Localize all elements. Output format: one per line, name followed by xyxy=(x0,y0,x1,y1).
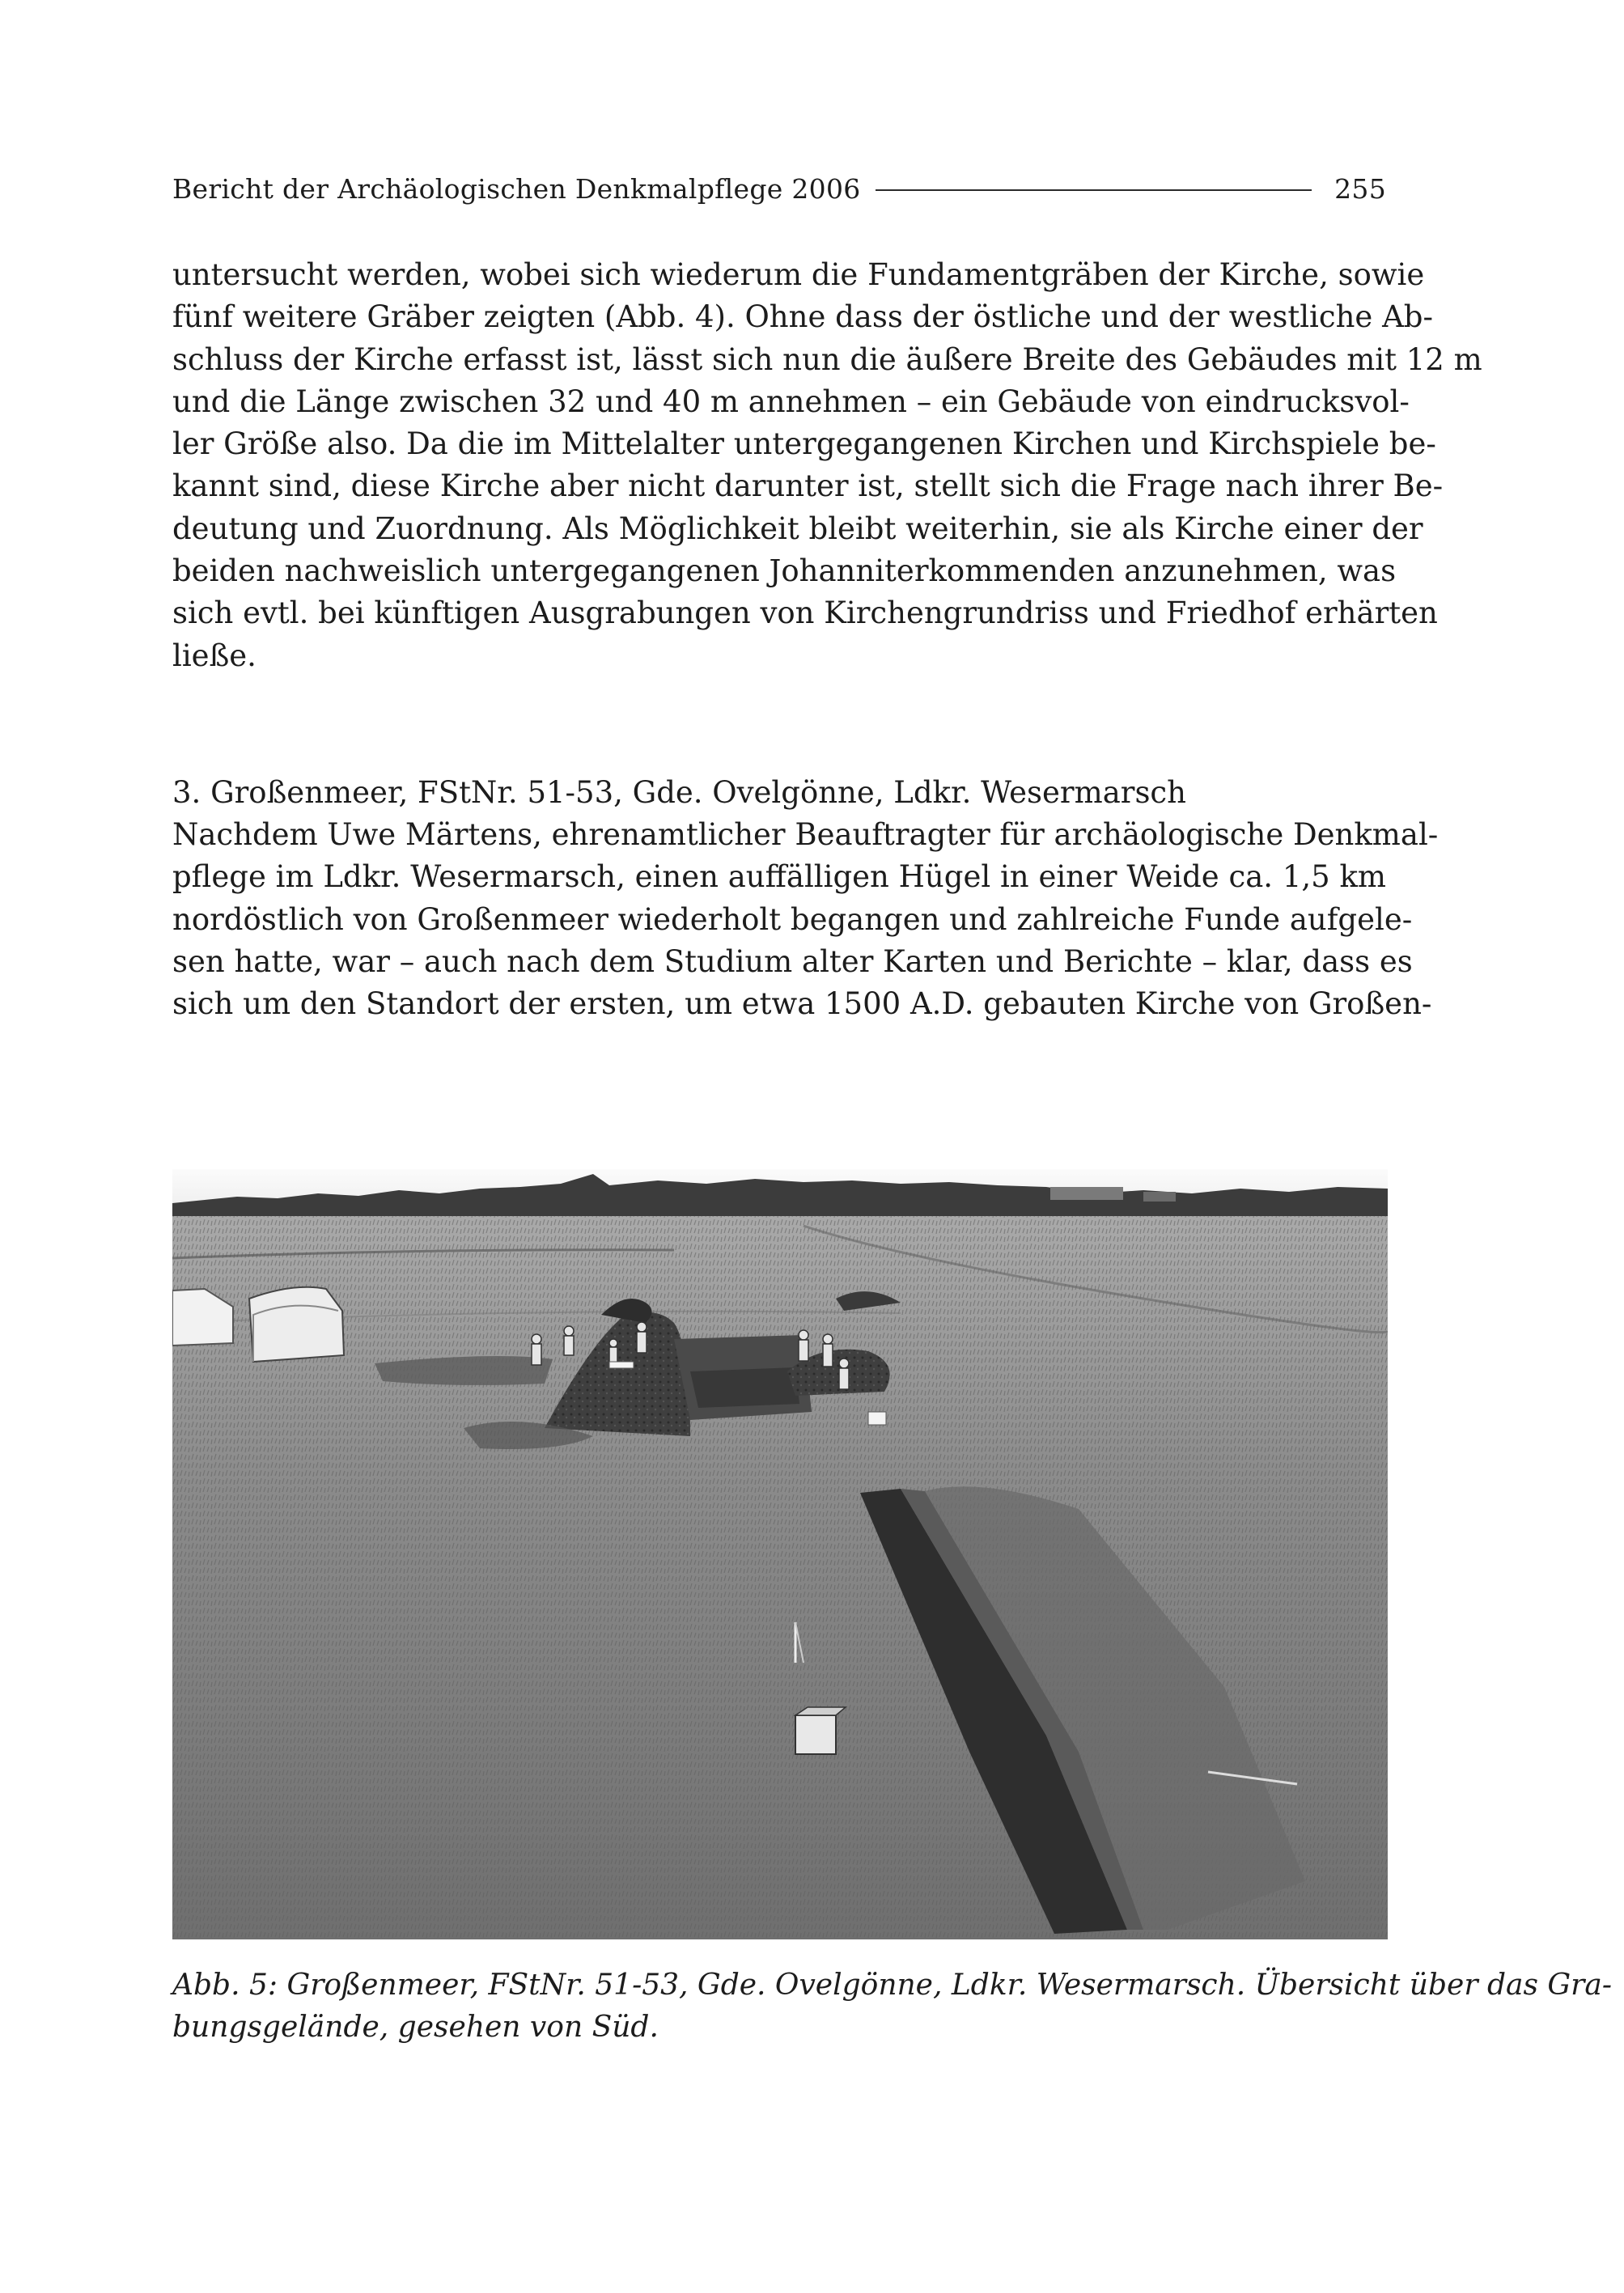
excavation-photo-illustration xyxy=(172,1169,1388,1939)
paragraph-line: ließe. xyxy=(172,638,257,673)
paragraph-1 xyxy=(172,254,1482,677)
paragraph-line: deutung und Zuordnung. Als Möglichkeit bleibt weiterhin, sie als Kirche einer der xyxy=(172,511,1423,546)
paragraph-2 xyxy=(172,814,1439,1025)
figure-caption xyxy=(172,1965,1613,2049)
paragraph-line: nordöstlich von Großenmeer wiederholt begangen und zahlreiche Funde aufgele- xyxy=(172,901,1413,937)
paragraph-line: sich um den Standort der ersten, um etwa 1500 A.D. gebauten Kirche von Großen- xyxy=(172,986,1432,1022)
caption-line: Abb. 5: Großenmeer, FStNr. 51-53, Gde. Ovelgönne, Ldkr. Wesermarsch. Übersicht über das Gra- xyxy=(172,1969,1613,2002)
caption-line: bungsgelände, gesehen von Süd. xyxy=(172,2011,659,2044)
paragraph-line: fünf weitere Gräber zeigten (Abb. 4). Ohne dass der östliche und der westliche Ab- xyxy=(172,299,1433,335)
paragraph-line: sen hatte, war – auch nach dem Studium alter Karten und Berichte – klar, dass es xyxy=(172,943,1413,979)
paragraph-line: beiden nachweislich untergegangenen Johanniterkommenden anzunehmen, was xyxy=(172,553,1397,589)
running-head-rule xyxy=(876,189,1312,191)
running-head xyxy=(172,166,1386,211)
page-number: 255 xyxy=(1334,172,1386,205)
paragraph-line: schluss der Kirche erfasst ist, lässt sich nun die äußere Breite des Gebäudes mit 12 m xyxy=(172,341,1482,377)
paragraph-line: und die Länge zwischen 32 und 40 m annehmen – ein Gebäude von eindrucksvol- xyxy=(172,384,1410,419)
paragraph-line: Nachdem Uwe Märtens, ehrenamtlicher Beauftragter für archäologische Denkmal- xyxy=(172,817,1439,852)
excavation-photo xyxy=(172,1169,1388,1939)
paragraph-line: pflege im Ldkr. Wesermarsch, einen auffälligen Hügel in einer Weide ca. 1,5 km xyxy=(172,859,1386,895)
running-head-title: Bericht der Archäologischen Denkmalpflege 2006 xyxy=(172,172,861,205)
paragraph-line: ler Größe also. Da die im Mittelalter untergegangenen Kirchen und Kirchspiele be- xyxy=(172,426,1436,462)
paragraph-line: untersucht werden, wobei sich wiederum die Fundamentgräben der Kirche, sowie xyxy=(172,257,1425,292)
paragraph-line: sich evtl. bei künftigen Ausgrabungen von Kirchengrundriss und Friedhof erhärten xyxy=(172,596,1438,631)
paragraph-line: kannt sind, diese Kirche aber nicht darunter ist, stellt sich die Frage nach ihrer Be- xyxy=(172,468,1444,504)
section-heading: 3. Großenmeer, FStNr. 51-53, Gde. Ovelgönne, Ldkr. Wesermarsch xyxy=(172,775,1186,810)
